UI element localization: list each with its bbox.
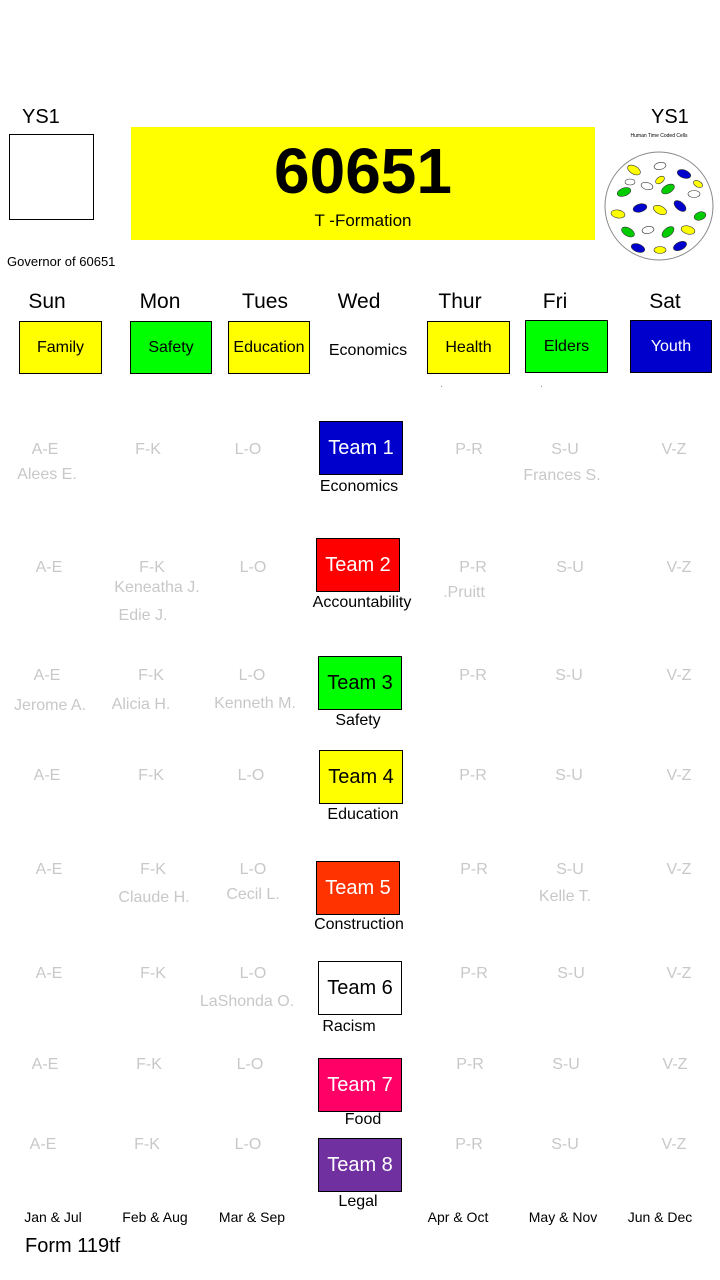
team-1-box: Team 1	[319, 421, 403, 475]
letters-v-z: V-Z	[666, 767, 692, 784]
cells-graphic	[602, 132, 716, 264]
letters-p-r: P-R	[460, 861, 488, 878]
letters-f-k: F-K	[138, 767, 164, 784]
cells-caption: Human Time Coded Cells	[630, 133, 688, 139]
member-name: Jerome A.	[13, 697, 87, 714]
month-apr-oct: Apr & Oct	[427, 1209, 489, 1225]
dot-mark: .	[440, 378, 444, 390]
focus-health: Health	[427, 321, 510, 374]
letters-a-e: A-E	[35, 965, 63, 982]
letters-a-e: A-E	[31, 441, 59, 458]
team-2-box: Team 2	[316, 538, 400, 592]
letters-s-u: S-U	[555, 667, 583, 684]
letters-f-k: F-K	[138, 667, 164, 684]
day-wed: Wed	[337, 290, 381, 313]
day-tues: Tues	[242, 290, 288, 313]
letters-a-e: A-E	[35, 559, 63, 576]
month-jan-jul: Jan & Jul	[24, 1209, 82, 1225]
member-name: Cecil L.	[226, 886, 280, 903]
focus-economics: Economics	[323, 324, 413, 377]
left-code: YS1	[22, 106, 60, 128]
zip-banner	[131, 127, 595, 240]
focus-youth: Youth	[630, 320, 712, 373]
letters-s-u: S-U	[551, 1136, 579, 1153]
letters-f-k: F-K	[139, 559, 165, 576]
letters-l-o: L-O	[239, 965, 267, 982]
team-8-label: Legal	[338, 1193, 378, 1210]
letters-f-k: F-K	[140, 861, 166, 878]
letters-v-z: V-Z	[666, 965, 692, 982]
letters-s-u: S-U	[555, 767, 583, 784]
letters-p-r: P-R	[459, 559, 487, 576]
letters-s-u: S-U	[556, 861, 584, 878]
governor-photo-box	[9, 134, 94, 220]
member-name: LaShonda O.	[199, 993, 295, 1010]
right-code: YS1	[651, 106, 689, 128]
letters-a-e: A-E	[29, 1136, 57, 1153]
letters-v-z: V-Z	[666, 559, 692, 576]
letters-f-k: F-K	[134, 1136, 160, 1153]
team-7-box: Team 7	[318, 1058, 402, 1112]
team-5-label: Construction	[314, 916, 404, 933]
letters-a-e: A-E	[35, 861, 63, 878]
team-4-box: Team 4	[319, 750, 403, 804]
letters-a-e: A-E	[33, 767, 61, 784]
letters-s-u: S-U	[557, 965, 585, 982]
member-name: .Pruitt	[443, 584, 485, 601]
member-name: Keneatha J.	[114, 579, 200, 596]
letters-p-r: P-R	[460, 965, 488, 982]
letters-p-r: P-R	[459, 767, 487, 784]
letters-s-u: S-U	[556, 559, 584, 576]
letters-f-k: F-K	[136, 1056, 162, 1073]
member-name: Claude H.	[118, 889, 190, 906]
letters-v-z: V-Z	[666, 861, 692, 878]
month-mar-sep: Mar & Sep	[218, 1209, 286, 1225]
letters-p-r: P-R	[455, 1136, 483, 1153]
team-3-box: Team 3	[318, 656, 402, 710]
letters-s-u: S-U	[552, 1056, 580, 1073]
team-1-label: Economics	[319, 478, 399, 495]
member-name: Edie J.	[118, 607, 168, 624]
month-may-nov: May & Nov	[528, 1209, 598, 1225]
letters-l-o: L-O	[234, 1136, 262, 1153]
team-8-box: Team 8	[318, 1138, 402, 1192]
dot-mark: .	[540, 378, 544, 390]
letters-v-z: V-Z	[661, 441, 687, 458]
letters-f-k: F-K	[140, 965, 166, 982]
letters-l-o: L-O	[237, 767, 265, 784]
focus-elders: Elders	[525, 320, 608, 373]
focus-safety: Safety	[130, 321, 212, 374]
team-7-label: Food	[344, 1111, 382, 1128]
team-6-label: Racism	[322, 1018, 376, 1035]
focus-education: Education	[228, 321, 310, 374]
member-name: Alees E.	[17, 466, 77, 483]
letters-a-e: A-E	[33, 667, 61, 684]
day-sat: Sat	[649, 290, 681, 313]
letters-v-z: V-Z	[662, 1056, 688, 1073]
letters-p-r: P-R	[455, 441, 483, 458]
month-feb-aug: Feb & Aug	[122, 1209, 188, 1225]
team-4-label: Education	[327, 806, 399, 823]
month-jun-dec: Jun & Dec	[627, 1209, 693, 1225]
cells-icon	[602, 144, 716, 264]
letters-l-o: L-O	[236, 1056, 264, 1073]
letters-v-z: V-Z	[661, 1136, 687, 1153]
member-name: Kelle T.	[538, 888, 592, 905]
member-name: Alicia H.	[111, 696, 171, 713]
zip-code: 60651	[274, 135, 452, 207]
day-thur: Thur	[438, 290, 482, 313]
letters-s-u: S-U	[551, 441, 579, 458]
member-name: Frances S.	[523, 467, 601, 484]
team-2-label: Accountability	[312, 594, 412, 611]
team-3-label: Safety	[335, 712, 381, 729]
letters-f-k: F-K	[135, 441, 161, 458]
formation-label: T -Formation	[314, 211, 412, 230]
team-5-box: Team 5	[316, 861, 400, 915]
day-fri: Fri	[542, 290, 568, 313]
letters-l-o: L-O	[239, 559, 267, 576]
day-sun: Sun	[28, 290, 66, 313]
day-mon: Mon	[139, 290, 181, 313]
letters-p-r: P-R	[456, 1056, 484, 1073]
form-id: Form 119tf	[25, 1235, 121, 1257]
letters-l-o: L-O	[234, 441, 262, 458]
letters-v-z: V-Z	[666, 667, 692, 684]
governor-label: Governor of 60651	[7, 254, 116, 269]
letters-a-e: A-E	[31, 1056, 59, 1073]
letters-p-r: P-R	[459, 667, 487, 684]
member-name: Kenneth M.	[214, 695, 296, 712]
focus-family: Family	[19, 321, 102, 374]
letters-l-o: L-O	[238, 667, 266, 684]
team-6-box: Team 6	[318, 961, 402, 1015]
letters-l-o: L-O	[239, 861, 267, 878]
